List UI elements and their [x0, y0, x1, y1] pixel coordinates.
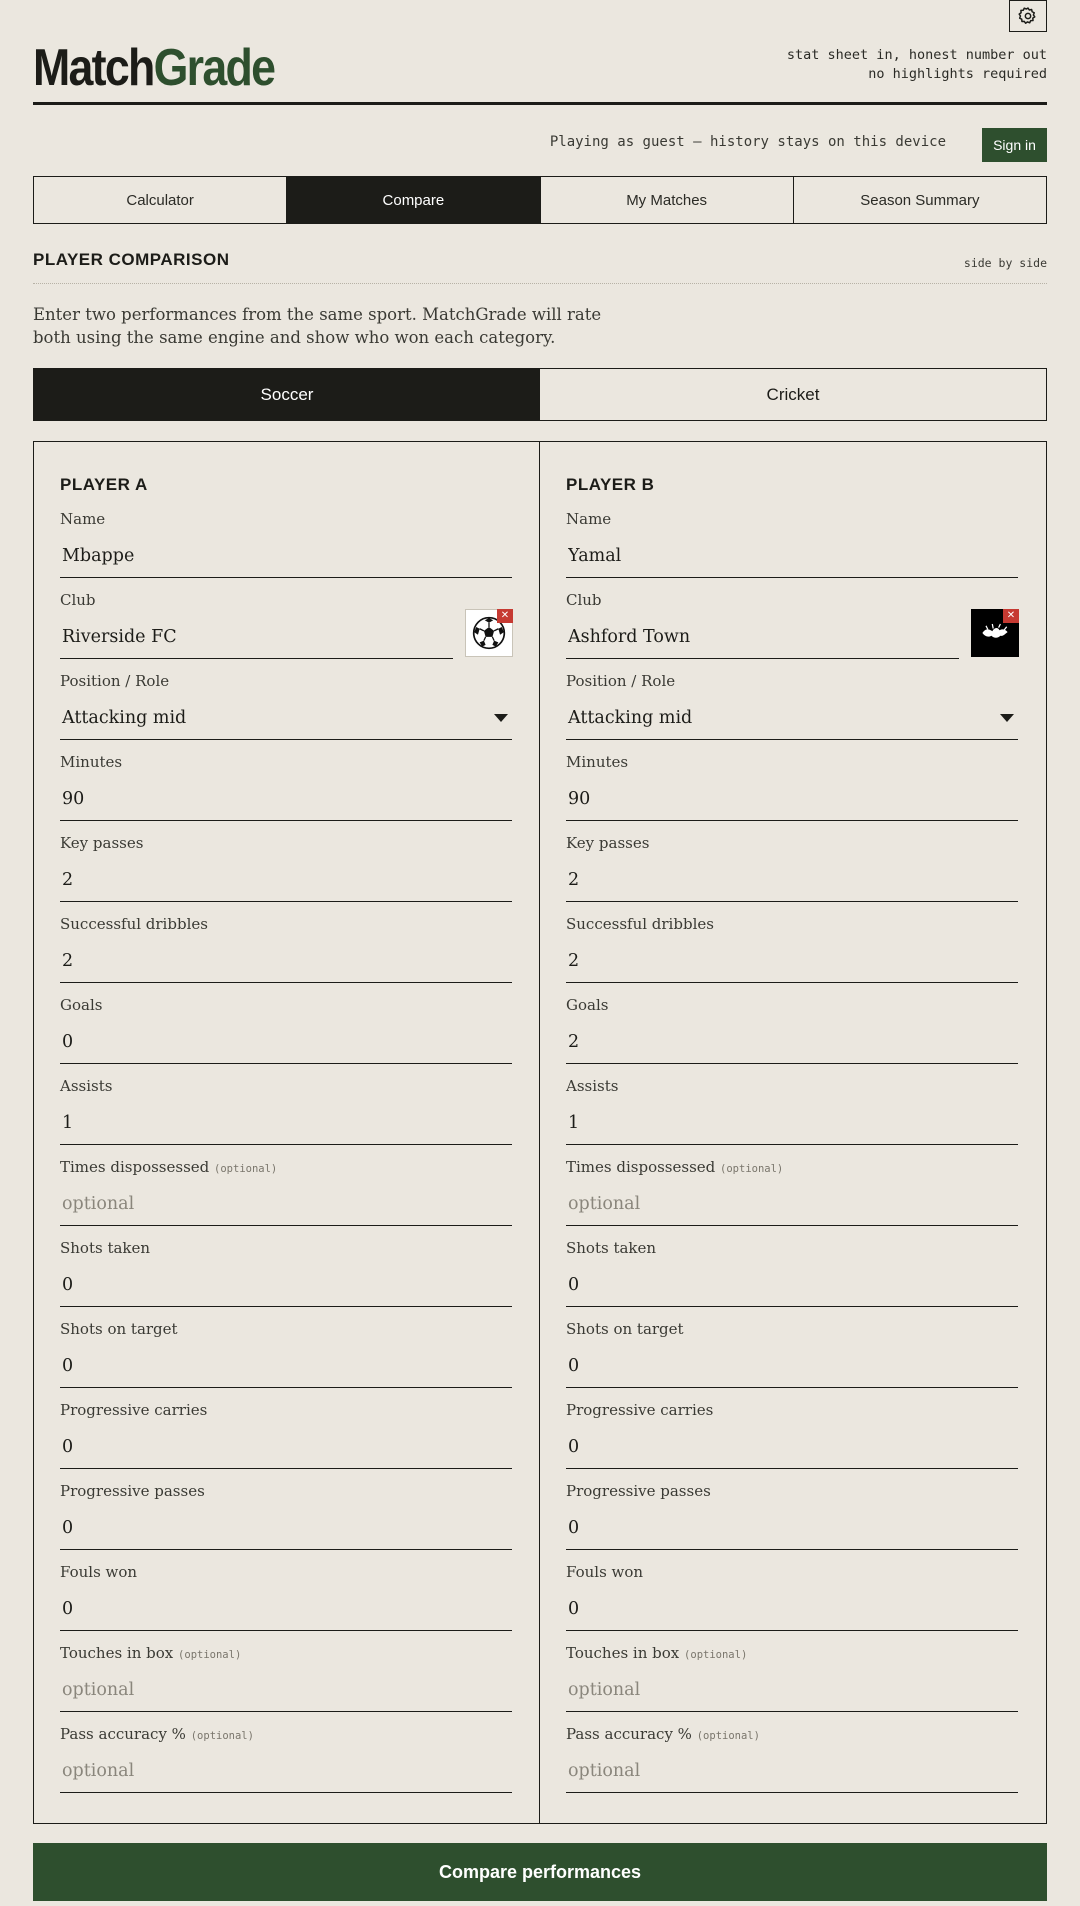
- dispossessed-field: [60, 1154, 513, 1235]
- field-label: Progressive carries: [566, 1401, 714, 1419]
- progressive-carries-input[interactable]: [62, 1437, 512, 1457]
- pass-accuracy-field: [566, 1721, 1020, 1802]
- position-field: [566, 668, 1020, 749]
- guest-note: Playing as guest — history stays on this device: [549, 134, 946, 150]
- pass-accuracy-field: [60, 1721, 513, 1802]
- compare-performances-button[interactable]: Compare performances: [33, 1843, 1047, 1901]
- dribbles-input[interactable]: [568, 951, 1018, 971]
- name-field: [566, 506, 1020, 587]
- field-label: Shots on target: [566, 1320, 684, 1338]
- dribbles-field: [566, 911, 1020, 992]
- key-passes-field: [60, 830, 513, 911]
- player-a-column: [34, 442, 540, 1823]
- main-tabs: [33, 176, 1047, 224]
- field-label: Club: [566, 591, 602, 609]
- field-label: Club: [60, 591, 96, 609]
- club-badge[interactable]: [465, 609, 513, 657]
- selected-position: Attacking mid: [568, 707, 693, 728]
- touches-box-field: [60, 1640, 513, 1721]
- tab-calculator[interactable]: Calculator: [34, 177, 287, 223]
- field-label: Minutes: [566, 753, 629, 771]
- field-label: Key passes: [60, 834, 144, 852]
- field-label: Touches in box (optional): [566, 1644, 748, 1662]
- field-label: Progressive passes: [60, 1482, 205, 1500]
- fouls-won-input[interactable]: [62, 1599, 512, 1619]
- field-label: Times dispossessed (optional): [60, 1158, 278, 1176]
- progressive-carries-field: [60, 1397, 513, 1478]
- header-divider: [33, 102, 1047, 105]
- sport-soccer[interactable]: Soccer: [34, 369, 540, 420]
- assists-field: [566, 1073, 1020, 1154]
- tab-my-matches[interactable]: My Matches: [541, 177, 794, 223]
- section-title: PLAYER COMPARISON: [33, 250, 230, 269]
- minutes-input[interactable]: [568, 789, 1018, 809]
- field-label: Minutes: [60, 753, 123, 771]
- minutes-field: [60, 749, 513, 830]
- progressive-passes-field: [566, 1478, 1020, 1559]
- sign-in-button[interactable]: Sign in: [982, 128, 1047, 162]
- chevron-down-icon: [494, 714, 508, 722]
- assists-input[interactable]: [568, 1113, 1018, 1133]
- touches-box-input[interactable]: [568, 1680, 1018, 1700]
- field-label: Times dispossessed (optional): [566, 1158, 784, 1176]
- tab-season-summary[interactable]: Season Summary: [860, 191, 980, 209]
- intro-text: Enter two performances from the same sport. MatchGrade will rate both using the same engine and show who won each category.: [33, 305, 602, 347]
- progressive-passes-input[interactable]: [568, 1518, 1018, 1538]
- field-label: Touches in box (optional): [60, 1644, 242, 1662]
- position-select[interactable]: [60, 696, 512, 740]
- section-divider: [33, 283, 1047, 284]
- shots-on-target-field: [566, 1316, 1020, 1397]
- assists-field: [60, 1073, 513, 1154]
- field-label: Successful dribbles: [60, 915, 208, 933]
- fouls-won-input[interactable]: [568, 1599, 1018, 1619]
- progressive-carries-input[interactable]: [568, 1437, 1018, 1457]
- section-meta: side by side: [963, 256, 1047, 270]
- shots-on-target-input[interactable]: [62, 1356, 512, 1376]
- app-logo: MatchGrade: [33, 39, 275, 97]
- goals-field: [60, 992, 513, 1073]
- player-b-column: [540, 442, 1046, 1823]
- club-input[interactable]: [568, 627, 959, 647]
- sport-cricket[interactable]: Cricket: [766, 384, 820, 404]
- fouls-won-field: [566, 1559, 1020, 1640]
- player-heading: PLAYER A: [60, 475, 148, 494]
- pass-accuracy-input[interactable]: [62, 1761, 512, 1781]
- club-field: [566, 587, 1020, 668]
- dispossessed-field: [566, 1154, 1020, 1235]
- touches-box-input[interactable]: [62, 1680, 512, 1700]
- field-label: Name: [566, 510, 612, 528]
- field-label: Assists: [60, 1077, 113, 1095]
- field-label: Progressive passes: [566, 1482, 711, 1500]
- field-label: Goals: [60, 996, 103, 1014]
- field-label: Name: [60, 510, 106, 528]
- tab-compare[interactable]: Compare: [287, 177, 540, 223]
- field-label: Fouls won: [566, 1563, 644, 1581]
- selected-position: Attacking mid: [62, 707, 187, 728]
- pass-accuracy-input[interactable]: [568, 1761, 1018, 1781]
- comparison-form: [33, 441, 1047, 1824]
- field-label: Pass accuracy % (optional): [566, 1725, 760, 1743]
- progressive-passes-input[interactable]: [62, 1518, 512, 1538]
- field-label: Shots taken: [60, 1239, 151, 1257]
- key-passes-field: [566, 830, 1020, 911]
- goals-input[interactable]: [568, 1032, 1018, 1052]
- field-label: Pass accuracy % (optional): [60, 1725, 254, 1743]
- dispossessed-input[interactable]: [62, 1194, 512, 1214]
- gear-icon: [1018, 6, 1038, 26]
- shots-taken-field: [566, 1235, 1020, 1316]
- shots-on-target-input[interactable]: [568, 1356, 1018, 1376]
- goals-input[interactable]: [62, 1032, 512, 1052]
- shots-on-target-field: [60, 1316, 513, 1397]
- shots-taken-input[interactable]: [568, 1275, 1018, 1295]
- field-label: Key passes: [566, 834, 650, 852]
- dribbles-input[interactable]: [62, 951, 512, 971]
- field-label: Progressive carries: [60, 1401, 208, 1419]
- minutes-input[interactable]: [62, 789, 512, 809]
- dribbles-field: [60, 911, 513, 992]
- fouls-won-field: [60, 1559, 513, 1640]
- club-badge[interactable]: [971, 609, 1019, 657]
- key-passes-input[interactable]: [62, 870, 512, 890]
- field-label: Position / Role: [60, 672, 170, 690]
- position-select[interactable]: [566, 696, 1018, 740]
- position-field: [60, 668, 513, 749]
- field-label: Fouls won: [60, 1563, 138, 1581]
- progressive-passes-field: [60, 1478, 513, 1559]
- shots-taken-field: [60, 1235, 513, 1316]
- tagline: stat sheet in, honest number out no highlights required: [786, 47, 1047, 82]
- touches-box-field: [566, 1640, 1020, 1721]
- player-heading: PLAYER B: [566, 475, 655, 494]
- remove-badge-icon[interactable]: ✕: [1003, 609, 1019, 623]
- goals-field: [566, 992, 1020, 1073]
- sport-toggle: [33, 368, 1047, 421]
- field-label: Shots on target: [60, 1320, 178, 1338]
- minutes-field: [566, 749, 1020, 830]
- field-label: Goals: [566, 996, 609, 1014]
- field-label: Assists: [566, 1077, 619, 1095]
- field-label: Position / Role: [566, 672, 676, 690]
- field-label: Successful dribbles: [566, 915, 714, 933]
- name-input[interactable]: [568, 546, 1018, 566]
- shots-taken-input[interactable]: [62, 1275, 512, 1295]
- chevron-down-icon: [1000, 714, 1014, 722]
- field-label: Shots taken: [566, 1239, 657, 1257]
- settings-button[interactable]: [1009, 0, 1047, 32]
- remove-badge-icon[interactable]: ✕: [497, 609, 513, 623]
- dispossessed-input[interactable]: [568, 1194, 1018, 1214]
- name-input[interactable]: [62, 546, 512, 566]
- name-field: [60, 506, 513, 587]
- club-input[interactable]: [62, 627, 453, 647]
- assists-input[interactable]: [62, 1113, 512, 1133]
- club-field: [60, 587, 513, 668]
- key-passes-input[interactable]: [568, 870, 1018, 890]
- progressive-carries-field: [566, 1397, 1020, 1478]
